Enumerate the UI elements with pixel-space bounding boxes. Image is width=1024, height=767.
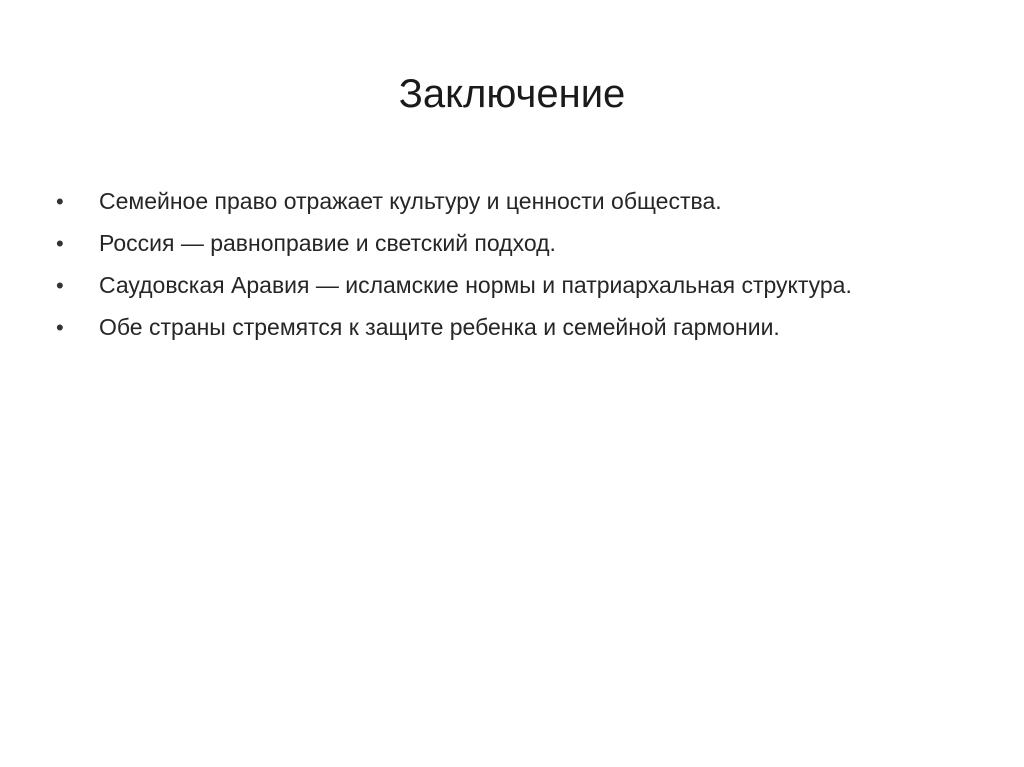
bullet-icon: •: [56, 315, 64, 340]
bullet-item: [56, 264, 996, 306]
bullet-item: [56, 306, 996, 348]
bullet-list: [56, 180, 996, 348]
bullet-icon: •: [56, 273, 64, 298]
bullet-item: [56, 180, 996, 222]
bullet-text: Саудовская Аравия — исламские нормы и патриархальная структура.: [99, 272, 852, 298]
bullet-icon: •: [56, 231, 64, 256]
slide-title: Заключение: [398, 72, 626, 116]
bullet-text: Россия — равноправие и светский подход.: [99, 230, 556, 256]
bullet-text: Обе страны стремятся к защите ребенка и семейной гармонии.: [99, 314, 780, 340]
bullet-text: Семейное право отражает культуру и ценности общества.: [99, 188, 722, 214]
bullet-item: [56, 222, 996, 264]
bullet-icon: •: [56, 189, 64, 214]
